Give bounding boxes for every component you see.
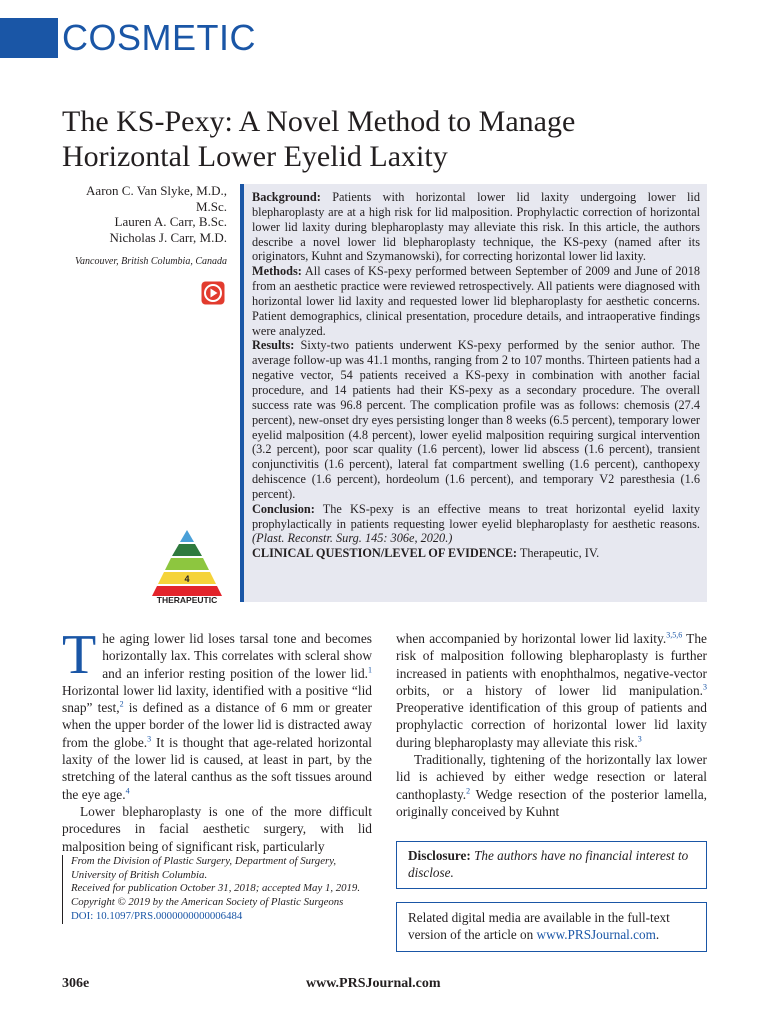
- author-1-degree: M.Sc.: [195, 198, 227, 214]
- reference-link[interactable]: 1: [368, 665, 372, 675]
- page-number: 306e: [62, 976, 90, 991]
- reference-link[interactable]: 4: [125, 786, 130, 796]
- abstract-citation: (Plast. Reconstr. Surg. 145: 306e, 2020.): [252, 531, 453, 546]
- reference-link[interactable]: 2: [119, 699, 124, 709]
- drop-cap: T: [62, 624, 97, 686]
- footnote-institution: From the Division of Plastic Surgery, Department of Surgery, University of British Columbia.: [71, 855, 337, 881]
- reference-link[interactable]: 3: [147, 734, 152, 744]
- author-2: Lauren A. Carr, B.Sc.: [114, 214, 227, 230]
- journal-url-footer[interactable]: www.PRSJournal.com: [306, 976, 441, 991]
- doi-link[interactable]: DOI: 10.1097/PRS.0000000000006484: [71, 909, 243, 922]
- title-line-2: Horizontal Lower Eyelid Laxity: [62, 140, 448, 173]
- author-3: Nicholas J. Carr, M.D.: [109, 229, 227, 245]
- disclosure-text: The authors have no financial interest to disclose.: [408, 848, 689, 880]
- author-1: Aaron C. Van Slyke, M.D.,: [86, 183, 227, 198]
- digital-media-text: Related digital media are available in the full-text version of the article on: [408, 910, 670, 942]
- video-play-icon[interactable]: [201, 281, 225, 305]
- body-column-left: [62, 624, 373, 855]
- evidence-type-label: THERAPEUTIC: [156, 595, 218, 604]
- author-affiliation: Vancouver, British Columbia, Canada: [75, 256, 227, 267]
- reference-link[interactable]: 3,5,6: [666, 630, 683, 640]
- article-title: [62, 104, 722, 174]
- reference-link[interactable]: 3: [703, 682, 707, 692]
- disclosure-label: Disclosure:: [408, 848, 471, 863]
- author-list: [60, 183, 227, 245]
- digital-media-box: Related digital media are available in the full-text version of the article on www.PRSJournal.com.: [396, 902, 707, 952]
- disclosure-box: [396, 841, 707, 889]
- reference-link[interactable]: 3: [637, 734, 642, 744]
- footnote-dates: Received for publication October 31, 2018; accepted May 1, 2019.: [71, 882, 361, 895]
- body-column-right: [396, 630, 707, 820]
- abstract-conclusion: Conclusion: The KS-pexy is an effective means to treat horizontal eyelid laxity prophylactically in patients requesting lower eyelid blepharoplasty for aesthetic reasons. (Plast. Reconstr. Surg. 145: 306e, 2020.): [252, 501, 700, 546]
- section-label: COSMETIC: [62, 17, 257, 58]
- body-paragraph-3: when accompanied by horizontal lower lid laxity.$^{3,5,6}$ The risk of malposition following blepharoplasty is further increased in patients with enophthalmos, negative-vector orbits, or a history of lower lid manipulation.$^3$ Preoperative identification of this group of patients and prophylactic correction of horizontal lower lid laxity during blepharoplasty may alleviate this risk.$^3$: [396, 630, 707, 750]
- abstract-results: Results: Sixty-two patients underwent KS-pexy performed by the senior author. The average follow-up was 41.1 months, ranging from 2 to 107 months. Thirteen patients had a negative vector, 54 patients received a KS-pexy in combination with another facial procedure, and 14 patients had their KS-pexy as a secondary procedure. The overall success rate was 96.8 percent. The complication profile was as follows: chemosis (27.4 percent), new-onset dry eyes persisting longer than 8 weeks (6.5 percent), temporary lower eyelid malposition (4.8 percent), lower eyelid malposition requiring surgical intervention (3.2 percent), poor scar quality (1.6 percent), lower lid abscess (1.6 percent), transient conjunctivitis (1.6 percent), lateral fat compartment swelling (1.6 percent), canthopexy dehiscence (1.6 percent), hordeolum (1.6 percent), and temporary V2 paresthesia (1.6 percent).: [252, 338, 700, 501]
- journal-link[interactable]: www.PRSJournal.com: [536, 927, 656, 942]
- body-paragraph-4: Traditionally, tightening of the horizontally lax lower lid is achieved by either wedge resection or lateral canthoplasty.$^2$ Wedge resection of the posterior lamella, originally conceived by Kuhnt: [396, 752, 707, 819]
- abstract-clinical-question: CLINICAL QUESTION/LEVEL OF EVIDENCE: Therapeutic, IV.: [252, 546, 600, 561]
- footnote-copyright: Copyright © 2019 by the American Society of Plastic Surgeons: [71, 896, 344, 909]
- reference-link[interactable]: 2: [466, 786, 471, 796]
- abstract-background: Background: Patients with horizontal lower lid laxity undergoing lower lid blepharoplasty are at a high risk for lid malposition. Prophylactic correction of horizontal lower lid laxity during blepharoplasty may alleviate this risk. In this article, the authors describe a novel lower lid blepharoplasty technique, the KS-pexy (named after its originators, Kuhnt and Szymanowski), for correcting horizontal lower lid laxity.: [252, 190, 700, 264]
- evidence-level-number: 4: [184, 574, 190, 584]
- section-color-bar: [0, 18, 58, 58]
- title-line-1: The KS-Pexy: A Novel Method to Manage: [62, 105, 576, 138]
- body-paragraph-2: Lower blepharoplasty is one of the more difficult procedures in facial aesthetic surgery, with lid malposition being of significant risk, particularly: [62, 803, 372, 854]
- evidence-level-pyramid-icon: [146, 528, 228, 604]
- abstract-box: [240, 184, 707, 602]
- abstract-methods: Methods: All cases of KS-pexy performed between September of 2009 and June of 2018 from an aesthetic practice were reviewed retrospectively. All patients were diagnosed with horizontal lower lid laxity and requested lower lid blepharoplasty for aesthetic concerns. Patient demographics, clinical presentation, procedure details, and intraoperative findings were analyzed.: [252, 264, 700, 338]
- article-footnote: [62, 855, 372, 924]
- body-paragraph-1: The aging lower lid loses tarsal tone and becomes horizontally lax. This correlates with scleral show and an inferior resting position of the lower lid.$^1$ Horizontal lower lid laxity, identified with a positive “lid snap” test,$^2$ is defined as a distance of 6 mm or greater when the upper border of the lower lid is distracted away from the globe.$^3$ It is thought that age-related horizontal laxity of the lower lid is caused, at least in part, by the stretching of the lateral canthus as the soft tissues around the eye age.$^4$: [62, 624, 373, 802]
